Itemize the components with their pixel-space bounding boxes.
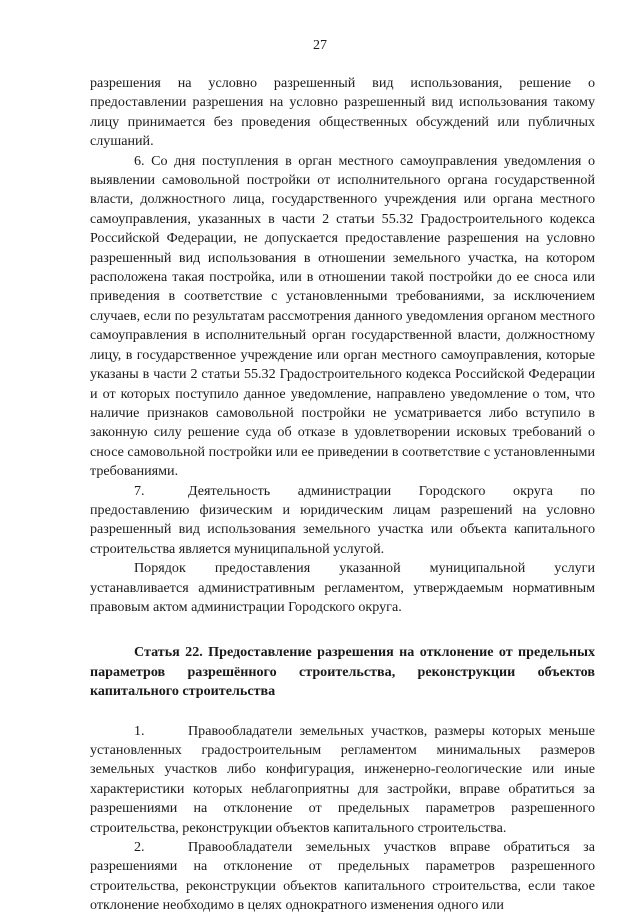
paragraph-continuation: разрешения на условно разрешенный вид использования, решение о предоставлении разрешения на условно разрешенный вид использования такому лицу принимается без проведения общественных обсуждений или публичных слушаний.	[90, 75, 595, 150]
article-heading: Статья 22. Предоставление разрешения на отклонение от предельных параметров разрешённого строительства, реконструкции объектов капитального строительства	[90, 644, 595, 700]
article-item-1	[90, 722, 595, 838]
paragraph-text: Правообладатели земельных участков, размеры которых меньше установленных градостроительным регламентом минимальных размеров земельных участков либо конфигурация, инженерно-геологические или иные характеристики которых неблагоприятны для застройки, вправе обратиться за разрешениями на отклонение от предельных параметров разрешенного строительства, реконструкции объектов капитального строительства.	[90, 722, 595, 836]
page-number: 27	[313, 38, 327, 53]
paragraph-procedure: Порядок предоставления указанной муниципальной услуги устанавливается административным регламентом, утверждаемым нормативным правовым актом администрации Городского округа.	[90, 560, 595, 615]
document-body	[90, 74, 595, 916]
item-number: 1.	[134, 722, 145, 739]
paragraph-text: Деятельность администрации Городского округа по предоставлению физическим и юридическим лицам разрешений на условно разрешенный вид использования земельного участка или объекта капитального строительства является муниципальной услугой.	[90, 482, 595, 557]
paragraph-item-7	[90, 482, 595, 560]
item-number: 7.	[134, 482, 145, 499]
paragraph-item-6: 6. Со дня поступления в орган местного самоуправления уведомления о выявлении самовольной постройки от исполнительного органа государственной власти, должностного лица, государственного учреждения или органа местного самоуправления, указанных в части 2 статьи 55.32 Градостроительного кодекса Российской Федерации, не допускается предоставление разрешения на условно разрешенный вид использования в отношении земельного участка, на котором расположена такая постройка, или в отношении такой постройки до ее сноса или приведения в соответствие с установленными требованиями, за исключением случаев, если по результатам рассмотрения данного уведомления органом местного самоуправления в исполнительный орган государственной власти, должностному лицу, в государственное учреждение или орган местного самоуправления, которые указаны в части 2 статьи 55.32 Градостроительного кодекса Российской Федерации и от которых поступило данное уведомление, направлено уведомление о том, что наличие признаков самовольной постройки не усматривается либо вступило в законную силу решение суда об отказе в удовлетворении исковых требований о сносе самовольной постройки или ее приведении в соответствие с установленными требованиями.	[90, 152, 595, 480]
article-item-2	[90, 838, 595, 916]
item-number: 2.	[134, 839, 145, 856]
paragraph-text: Правообладатели земельных участков вправе обратиться за разрешениями на отклонение от предельных параметров разрешенного строительства, реконструкции объектов капитального строительства, если такое отклонение необходимо в целях однократного изменения одного или	[90, 839, 595, 914]
